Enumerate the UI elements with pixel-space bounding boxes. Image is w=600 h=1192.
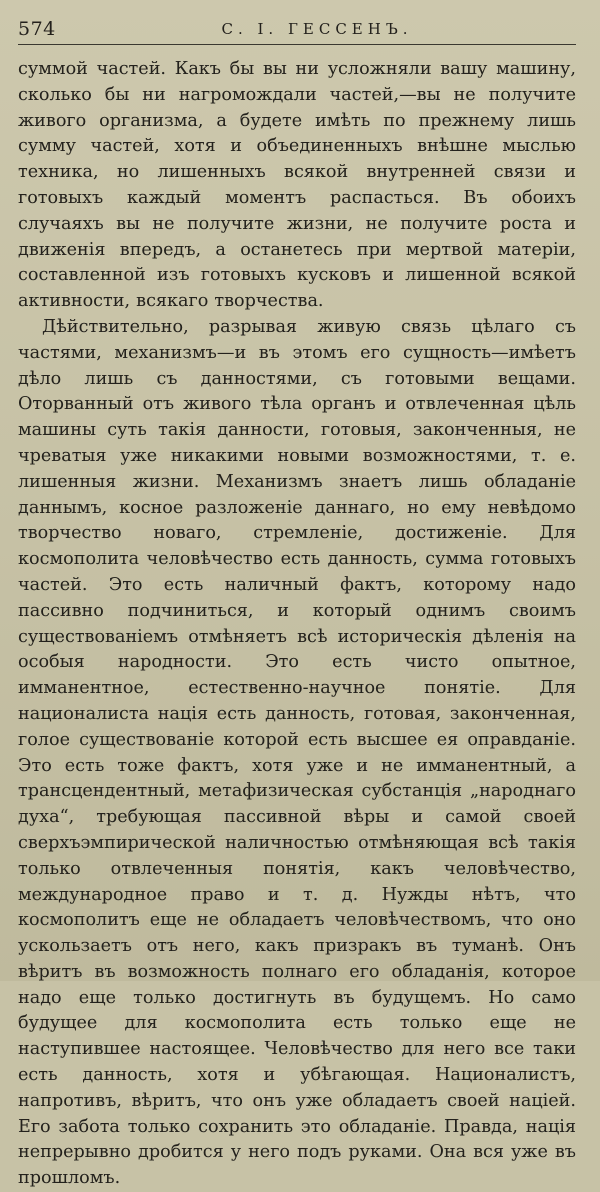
page-number: 574 xyxy=(18,18,56,40)
running-head: С. І. ГЕССЕНЪ. xyxy=(221,20,413,38)
body-text xyxy=(18,57,576,1192)
paragraph-continued: суммой частей. Какъ бы вы ни усложняли вашу машину, сколько бы ни нагромождали частей,—вы не получите живого организма, а будете имѣть по прежнему лишь сумму частей, хотя и объединенныхъ внѣшне мыслью техника, но лишенныхъ всякой внутренней связи и готовыхъ каждый моментъ распасться. Въ обоихъ случаяхъ вы не получите жизни, не получите роста и движенія впередъ, а останетесь при мертвой матеріи, составленной изъ готовыхъ кусковъ и лишенной всякой активности, всякаго творчества. xyxy=(18,59,576,312)
paragraph: Дѣйствительно, разрывая живую связь цѣлаго съ частями, механизмъ—и въ этомъ его сущность—имѣетъ дѣло лишь съ данностями, съ готовыми вещами. Оторванный отъ живого тѣла органъ и отвлеченная цѣль машины суть такія данности, готовыя, законченныя, не чреватыя уже никакими новыми возможностями, т. е. лишенныя жизни. Механизмъ знаетъ лишь обладаніе даннымъ, косное разложеніе даннаго, но ему невѣдомо творчество новаго, стремленіе, достиженіе. Для космополита человѣчество есть данность, сумма готовыхъ частей. Это есть наличный фактъ, которому надо пассивно подчиниться, и который однимъ своимъ существованіемъ отмѣняетъ всѣ историческія дѣленія на особыя народности. Это есть чисто опытное, имманентное, естественно-научное понятіе. Для националиста нація есть данность, готовая, законченная, голое существованіе которой есть высшее ея оправданіе. Это есть тоже фактъ, хотя уже и не имманентный, а трансцендентный, метафизическая субстанція „народнаго духа“, требующая пассивной вѣры и самой своей сверхъэмпирической наличностью отмѣняющая всѣ такія только отвлеченныя понятія, какъ человѣчество, международное право и т. д. Нужды нѣтъ, что космополитъ еще не обладаетъ человѣчествомъ, что оно ускользаетъ отъ него, какъ призракъ въ туманѣ. Онъ вѣритъ въ возможность полнаго его обладанія, которое надо еще только достигнуть въ будущемъ. Но само будущее для космополита есть только еще не наступившее настоящее. Человѣчество для него все таки есть данность, хотя и убѣгающая. Националистъ, напротивъ, вѣритъ, что онъ уже обладаетъ своей націей. Его забота только сохранить это обладаніе. Правда, нація непрерывно дробится у него подъ руками. Она вся уже въ прошломъ. xyxy=(18,316,576,1189)
page-header xyxy=(18,14,576,45)
